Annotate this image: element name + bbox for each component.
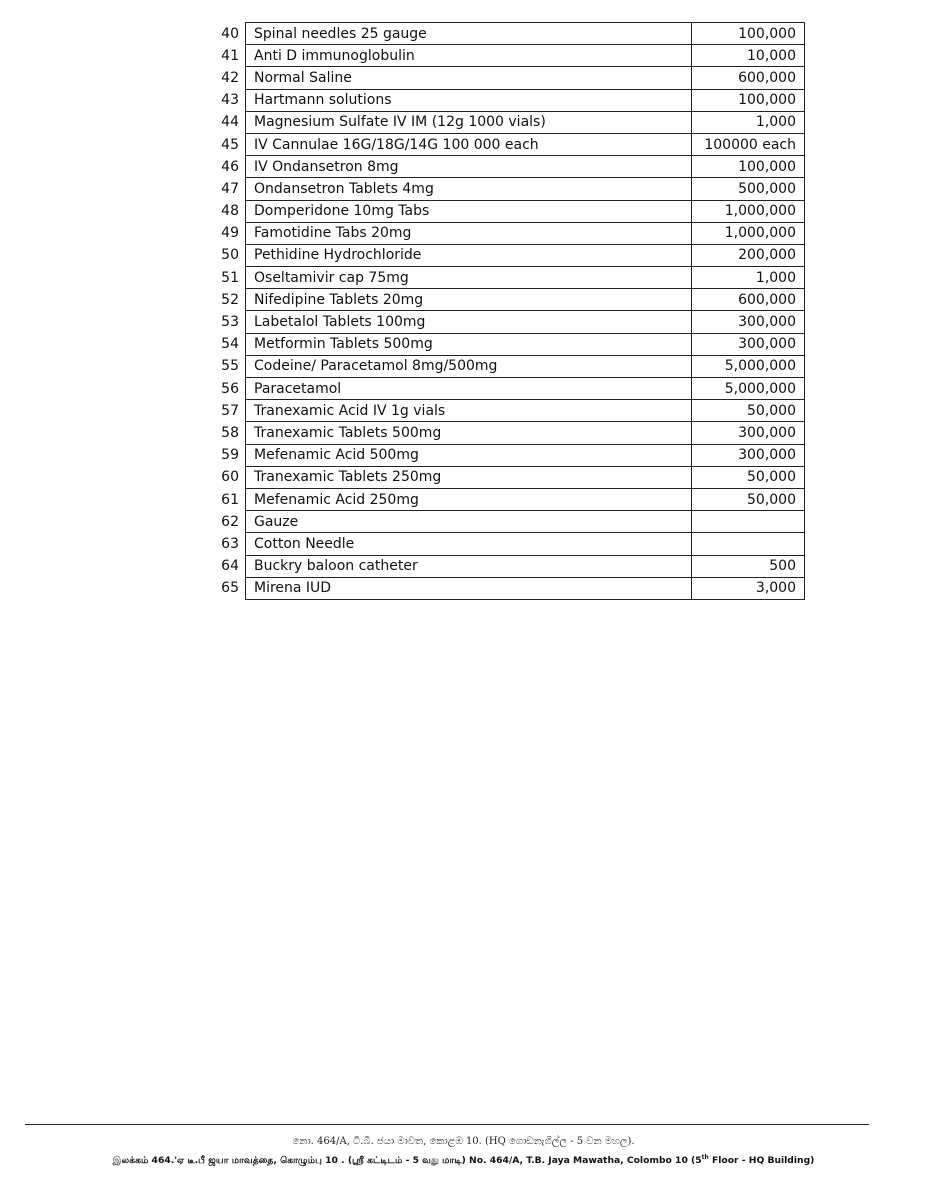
row-number: 42 xyxy=(221,69,239,86)
item-quantity: 100,000 xyxy=(692,156,805,178)
row-number: 57 xyxy=(221,402,239,419)
table-row xyxy=(200,577,805,599)
item-name: Gauze xyxy=(246,511,692,533)
row-number: 63 xyxy=(221,535,239,552)
item-name: Famotidine Tabs 20mg xyxy=(246,222,692,244)
item-quantity: 600,000 xyxy=(692,289,805,311)
item-name: Mirena IUD xyxy=(246,577,692,599)
footer-divider xyxy=(25,1124,869,1125)
row-number: 54 xyxy=(221,336,239,353)
row-number: 60 xyxy=(221,469,239,486)
item-quantity: 600,000 xyxy=(692,67,805,89)
table-row xyxy=(200,289,805,311)
table-row xyxy=(200,267,805,289)
item-name: Tranexamic Tablets 500mg xyxy=(246,422,692,444)
item-quantity: 1,000 xyxy=(692,111,805,133)
item-name: Tranexamic Acid IV 1g vials xyxy=(246,400,692,422)
table-row xyxy=(200,244,805,266)
row-number: 61 xyxy=(221,491,239,508)
item-name: Pethidine Hydrochloride xyxy=(246,244,692,266)
item-name: Nifedipine Tablets 20mg xyxy=(246,289,692,311)
row-number: 41 xyxy=(221,47,239,64)
item-name: Anti D immunoglobulin xyxy=(246,45,692,67)
row-number: 40 xyxy=(221,25,239,42)
item-name: Oseltamivir cap 75mg xyxy=(246,267,692,289)
item-name: IV Ondansetron 8mg xyxy=(246,156,692,178)
row-number: 51 xyxy=(221,269,239,286)
footer-address-sinhala: නො. 464/A, ටී.බී. ජයා මාවත, කොළඹ 10. (HQ ගොඩනැගිල්ල - 5 වන මහල). xyxy=(292,1136,635,1147)
table-row xyxy=(200,311,805,333)
item-quantity: 300,000 xyxy=(692,422,805,444)
item-name: IV Cannulae 16G/18G/14G 100 000 each xyxy=(246,133,692,155)
item-quantity: 3,000 xyxy=(692,577,805,599)
row-number: 62 xyxy=(221,513,239,530)
item-name: Mefenamic Acid 250mg xyxy=(246,488,692,510)
item-name: Ondansetron Tablets 4mg xyxy=(246,178,692,200)
row-number: 65 xyxy=(221,580,239,597)
table-row xyxy=(200,466,805,488)
item-name: Hartmann solutions xyxy=(246,89,692,111)
item-name: Domperidone 10mg Tabs xyxy=(246,200,692,222)
item-quantity: 300,000 xyxy=(692,311,805,333)
item-name: Cotton Needle xyxy=(246,533,692,555)
item-quantity: 1,000,000 xyxy=(692,200,805,222)
item-quantity: 10,000 xyxy=(692,45,805,67)
table-row xyxy=(200,156,805,178)
row-number: 59 xyxy=(221,447,239,464)
item-name: Buckry baloon catheter xyxy=(246,555,692,577)
table-row xyxy=(200,400,805,422)
table-row xyxy=(200,178,805,200)
row-number: 46 xyxy=(221,158,239,175)
table-row xyxy=(200,555,805,577)
row-number: 64 xyxy=(221,558,239,575)
row-number: 49 xyxy=(221,225,239,242)
table-row xyxy=(200,333,805,355)
footer-address-superscript: th xyxy=(701,1154,709,1161)
item-quantity: 1,000,000 xyxy=(692,222,805,244)
item-name: Spinal needles 25 gauge xyxy=(246,23,692,45)
row-number: 58 xyxy=(221,424,239,441)
table-row xyxy=(200,488,805,510)
table-row xyxy=(200,222,805,244)
table-row xyxy=(200,89,805,111)
table-row xyxy=(200,67,805,89)
table-row xyxy=(200,23,805,45)
table-row xyxy=(200,355,805,377)
supply-items-table xyxy=(200,22,805,600)
item-quantity: 50,000 xyxy=(692,488,805,510)
item-quantity: 300,000 xyxy=(692,333,805,355)
row-number: 47 xyxy=(221,180,239,197)
row-number: 53 xyxy=(221,314,239,331)
footer-address-tamil-english xyxy=(0,1154,927,1167)
item-name: Tranexamic Tablets 250mg xyxy=(246,466,692,488)
item-quantity: 500,000 xyxy=(692,178,805,200)
row-number: 45 xyxy=(221,136,239,153)
items-table-body xyxy=(200,23,805,600)
item-name: Normal Saline xyxy=(246,67,692,89)
row-number: 44 xyxy=(221,114,239,131)
item-quantity: 500 xyxy=(692,555,805,577)
item-quantity: 50,000 xyxy=(692,466,805,488)
item-name: Codeine/ Paracetamol 8mg/500mg xyxy=(246,355,692,377)
item-quantity: 100,000 xyxy=(692,89,805,111)
row-number: 55 xyxy=(221,358,239,375)
item-name: Magnesium Sulfate IV IM (12g 1000 vials) xyxy=(246,111,692,133)
table-row xyxy=(200,200,805,222)
item-name: Labetalol Tablets 100mg xyxy=(246,311,692,333)
row-number: 48 xyxy=(221,203,239,220)
item-quantity: 300,000 xyxy=(692,444,805,466)
item-quantity xyxy=(692,533,805,555)
footer-address-main: இலக்கம் 464.'ஏ டீ.பீ ஜயா மாவத்தை, கொழும்பு 10 . (ஸ்ரீ கட்டிடம் - 5 வது மாடி) No. 464/A, T.B. Jaya Mawatha, Colombo 10 (5 xyxy=(112,1155,702,1167)
table-row xyxy=(200,444,805,466)
item-quantity: 5,000,000 xyxy=(692,355,805,377)
item-name: Metformin Tablets 500mg xyxy=(246,333,692,355)
row-number: 43 xyxy=(221,92,239,109)
row-number: 50 xyxy=(221,247,239,264)
table-row xyxy=(200,378,805,400)
item-quantity: 200,000 xyxy=(692,244,805,266)
item-quantity: 100000 each xyxy=(692,133,805,155)
footer-address-tail: Floor - HQ Building) xyxy=(708,1155,815,1167)
row-number: 52 xyxy=(221,291,239,308)
table-row xyxy=(200,422,805,444)
table-row xyxy=(200,511,805,533)
row-number: 56 xyxy=(221,380,239,397)
item-quantity xyxy=(692,511,805,533)
table-row xyxy=(200,45,805,67)
item-name: Paracetamol xyxy=(246,378,692,400)
item-name: Mefenamic Acid 500mg xyxy=(246,444,692,466)
item-quantity: 100,000 xyxy=(692,23,805,45)
table-row xyxy=(200,133,805,155)
item-quantity: 5,000,000 xyxy=(692,378,805,400)
table-row xyxy=(200,111,805,133)
item-quantity: 1,000 xyxy=(692,267,805,289)
item-quantity: 50,000 xyxy=(692,400,805,422)
table-row xyxy=(200,533,805,555)
